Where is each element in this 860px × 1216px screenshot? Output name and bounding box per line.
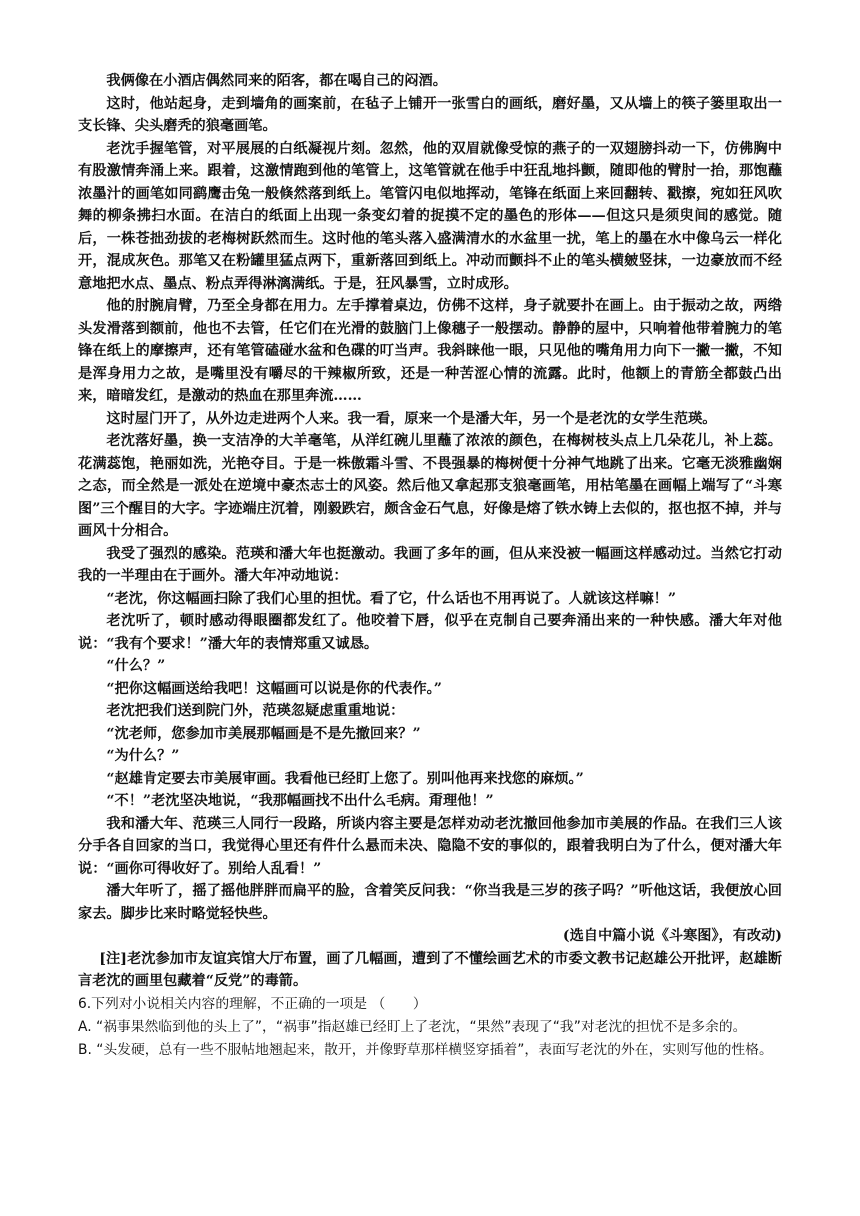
footnote: [注]老沈参加市友谊宾馆大厅布置，画了几幅画，遭到了不懂绘画艺术的市委文教书记赵雄公开批评，赵雄断言老沈的画里包藏着“反党”的毒箭。 (78, 950, 782, 989)
paragraph: 老沈听了，顿时感动得眼圈都发红了。他咬着下唇，似乎在克制自己要奔涌出来的一种快感。潘大年对他说：“我有个要求！”潘大年的表情郑重又诚恳。 (78, 613, 782, 652)
paragraph: 我俩像在小酒店偶然同来的陌客，都在喝自己的闷酒。 (106, 73, 447, 89)
paragraph: “什么？” (106, 658, 166, 674)
paragraph: 这时屋门开了，从外边走进两个人来。我一看，原来一个是潘大年，另一个是老沈的女学生范瑛。 (106, 410, 717, 427)
question-stem: 6.下列对小说相关内容的理解，不正确的一项是 （ ） (78, 995, 427, 1012)
paragraph: “把你这幅画送给我吧！这幅画可以说是你的代表作。” (106, 680, 442, 697)
paragraph: 他的肘腕肩臂，乃至全身都在用力。左手撑着桌边，仿佛不这样，身子就要扑在画上。由于振动之故，两绺头发滑落到额前，他也不去管，任它们在光滑的鼓脑门上像穗子一般摆动。静静的屋中，只响着他带着腕力的笔锋在纸上的摩擦声，还有笔管磕碰水盆和色碟的叮当声。我斜睐他一眼，只见他的嘴角用力向下一撇一撇，不知是浑身用力之故，是嘴里没有嚼尽的干辣椒所致，还是一种苦涩心情的流露。此时，他额上的青筋全都鼓凸出来，暗暗发红，是激动的热血在那里奔流…… (78, 298, 782, 404)
paragraph: 老沈手握笔管，对平展展的白纸凝视片刻。忽然，他的双眉就像受惊的燕子的一双翅膀抖动一下，仿佛胸中有股激情奔涌上来。跟着，这激情跑到他的笔管上，这笔管就在他手中狂乱地抖颤，随即他的臂肘一抬，那饱蘸浓墨汁的画笔如同鹞鹰击兔一般倏然落到纸上。笔管闪电似地挥动，笔锋在纸面上来回翻转、戳擦，宛如狂风吹舞的柳条拂扫水面。在洁白的纸面上出现一条变幻着的捉摸不定的墨色的形体——但这只是须臾间的感觉。随后，一株苍拙劲拔的老梅树跃然而生。这时他的笔头落入盛满清水的水盆里一扰，笔上的墨在水中像乌云一样化开，混成灰色。那笔又在粉罐里猛点两下，重新落回到纸上。冲动而颤抖不止的笔头横皴竖抹，一边豪放而不经意地把水点、墨点、粉点弄得淋漓满纸。于是，狂风暴雪，立时成形。 (78, 140, 782, 292)
paragraph: 潘大年听了，摇了摇他胖胖而扁平的脸，含着笑反问我：“你当我是三岁的孩子吗？”听他这话，我便放心回家去。脚步比来时略觉轻快些。 (78, 883, 782, 922)
paragraph: 老沈落好墨，换一支洁净的大羊毫笔，从洋红碗儿里蘸了浓浓的颜色，在梅树枝头点上几朵花儿，补上蕊。花满蕊饱，艳丽如洗，光艳夺目。于是一株傲霜斗雪、不畏强暴的梅树便十分神气地跳了出来。它毫无淡雅幽娴之态，而全然是一派处在逆境中豪杰志士的风姿。然后他又拿起那支狼毫画笔，用枯笔墨在画幅上端写了“斗寒图”三个醒目的大字。字迹端庄沉着，刚毅跌宕，颇含金石气息，好像是熔了铁水铸上去似的，抠也抠不掉，并与画风十分相合。 (78, 433, 782, 539)
paragraph: 我受了强烈的感染。范瑛和潘大年也挺激动。我画了多年的画，但从来没被一幅画这样感动过。当然它打动我的一半理由在于画外。潘大年冲动地说： (78, 545, 782, 584)
paragraph: 我和潘大年、范瑛三人同行一段路，所谈内容主要是怎样劝动老沈撤回他参加市美展的作品。在我们三人该分手各自回家的当口，我觉得心里还有件什么悬而未决、隐隐不安的事似的，跟着我明白为了什么，便对潘大年说：“画你可得收好了。别给人乱看！” (78, 815, 782, 877)
paragraph: 老沈把我们送到院门外，范瑛忽疑虑重重地说： (106, 703, 405, 719)
paragraph: 这时，他站起身，走到墙角的画案前，在毡子上铺开一张雪白的画纸，磨好墨，又从墙上的筷子篓里取出一支长锋、尖头磨秃的狼毫画笔。 (78, 95, 782, 134)
source-citation: (选自中篇小说《斗寒图》，有改动) (562, 928, 782, 944)
paragraph: “为什么？” (106, 748, 180, 764)
option-a: A. “祸事果然临到他的头上了”，“祸事”指赵雄已经盯上了老沈，“果然”表现了“我”对老沈的担忧不是多余的。 (78, 1018, 747, 1035)
document-page (78, 70, 782, 1062)
option-b: B. “头发硬，总有一些不服帖地翘起来，散开，并像野草那样横竖穿插着”，表面写老沈的外在，实则写他的性格。 (78, 1041, 773, 1058)
paragraph: “赵雄肯定要去市美展审画。我看他已经盯上您了。别叫他再来找您的麻烦。” (106, 770, 584, 787)
paragraph: “不！”老沈坚决地说，“我那幅画找不出什么毛病。甭理他！” (106, 793, 494, 809)
paragraph: “沈老师，您参加市美展那幅画是不是先撤回来？” (106, 725, 421, 742)
paragraph: “老沈，你这幅画扫除了我们心里的担忧。看了它，什么话也不用再说了。人就该这样嘛！” (106, 590, 677, 607)
